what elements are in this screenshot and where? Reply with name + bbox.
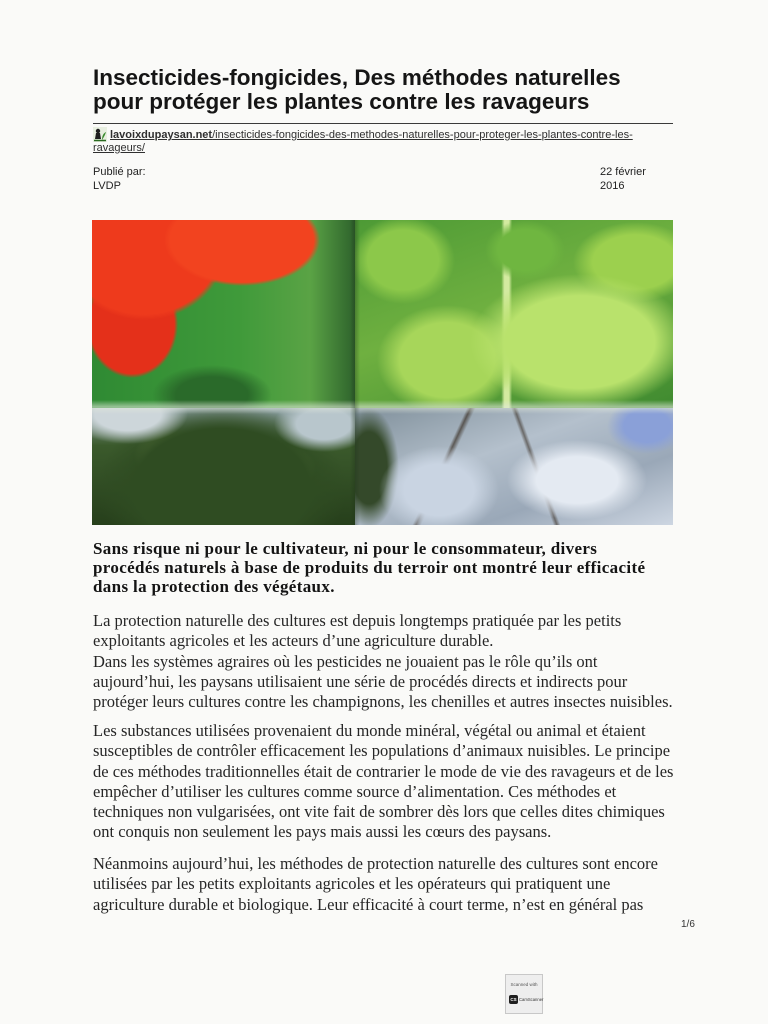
article-title-line: pour protéger les plantes contre les ravageurs [93,89,590,114]
byline [93,165,146,193]
paragraph-line: ont conquis non seulement les pays mais aussi les cœurs des paysans. [93,822,552,842]
photo-tree-region [92,408,355,525]
camscanner-logo-icon: CS [510,997,517,1002]
source-link-line[interactable] [93,129,633,142]
paragraph-line: aujourd’hui, les paysans utilisaient une série de procédés directs et indirects pour [93,671,628,691]
article-photo [92,220,673,525]
publish-date-day-month: 22 février [600,166,646,178]
paragraph-line: techniques non vulgarisées, ont vite fait de sombrer dès lors que celles dites chimiques [93,802,665,822]
author-name: LVDP [93,180,121,192]
photo-red-peppers-region [92,220,358,408]
photo-horizontal-blend [92,400,673,414]
published-by-label: Publié par: [93,166,146,178]
paragraph-line: susceptibles de contrôler efficacement les populations d’animaux nuisibles. Le principe [93,741,671,761]
publish-date-year: 2016 [600,180,625,192]
title-divider [93,123,673,124]
source-path-continued[interactable]: ravageurs/ [93,142,145,154]
page-number: 1/6 [681,919,695,930]
source-domain[interactable]: lavoixdupaysan.net [110,129,213,141]
camscanner-watermark [505,974,543,1014]
article-paragraph [93,854,658,915]
article-title-line: Insecticides-fongicides, Des méthodes naturelles [93,65,621,90]
paragraph-line: Dans les systèmes agraires où les pesticides ne jouaient pas le rôle qu’ils ont [93,651,598,671]
paragraph-line: agriculture durable et biologique. Leur efficacité à court terme, n’est en général pas [93,894,644,914]
lead-line: dans la protection des végétaux. [93,577,335,596]
publish-date [600,165,646,193]
paragraph-line: utilisées par les petits exploitants agricoles et les opérateurs qui pratiquent une [93,874,611,894]
camscanner-brand: CamScanner [519,997,544,1002]
photo-green-leaves-region [355,220,673,408]
photo-pale-plant-region [355,408,673,525]
paragraph-line: exploitants agricoles et les acteurs d’une agriculture durable. [93,631,494,651]
source-link[interactable] [93,129,633,155]
article-paragraph [93,611,673,712]
scanned-with-label: Scanned with [510,982,538,987]
paragraph-line: La protection naturelle des cultures est depuis longtemps pratiquée par les petits [93,611,622,630]
paragraph-line: de ces méthodes traditionnelles était de contrarier le mode de vie des ravageurs et de les [93,761,674,781]
paragraph-line: protéger leurs cultures contre les champignons, les chenilles et autres insectes nuisibles. [93,692,673,712]
article-paragraph [93,721,673,843]
paragraph-line: Les substances utilisées provenaient du monde minéral, végétal ou animal et étaient [93,721,646,740]
article-lead [93,539,645,596]
lead-line: Sans risque ni pour le cultivateur, ni pour le consommateur, divers [93,539,598,558]
source-path[interactable]: /insecticides-fongicides-des-methodes-naturelles-pour-proteger-les-plantes-contre-les- [212,129,633,141]
paragraph-line: Néanmoins aujourd’hui, les méthodes de protection naturelle des cultures sont encore [93,854,658,873]
photo-vertical-blend [350,220,360,525]
lead-line: procédés naturels à base de produits du terroir ont montré leur efficacité [93,558,646,577]
paragraph-line: empêcher d’utiliser les cultures comme source d’alimentation. Ces méthodes et [93,781,617,801]
article-title [93,66,621,114]
